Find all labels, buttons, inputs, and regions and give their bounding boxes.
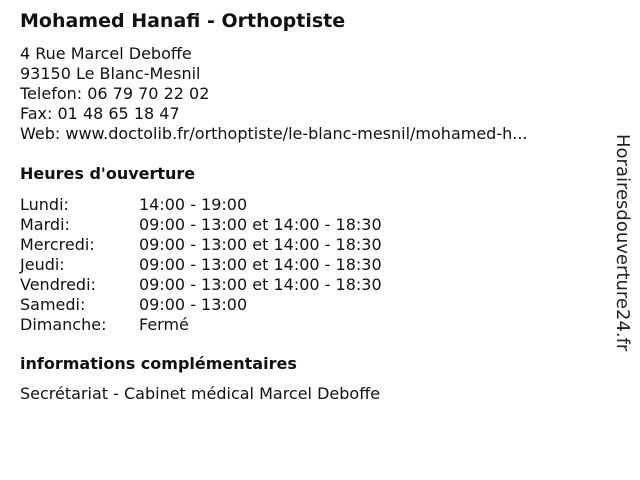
hours-row-jeudi <box>20 255 382 275</box>
day-label: Mardi: <box>20 215 70 234</box>
hours-row-mardi <box>20 215 382 235</box>
day-label: Vendredi: <box>20 275 96 294</box>
website-link[interactable]: Web: www.doctolib.fr/orthoptiste/le-blanc-mesnil/mohamed-h... <box>20 124 528 143</box>
city-address: 93150 Le Blanc-Mesnil <box>20 64 201 83</box>
hours-row-samedi <box>20 295 382 315</box>
day-hours: 09:00 - 13:00 et 14:00 - 18:30 <box>139 235 382 254</box>
day-hours: 09:00 - 13:00 et 14:00 - 18:30 <box>139 275 382 294</box>
hours-row-vendredi <box>20 275 382 295</box>
hours-row-dimanche <box>20 315 382 335</box>
day-hours: Fermé <box>139 315 189 334</box>
info-text: Secrétariat - Cabinet médical Marcel Deboffe <box>20 384 381 403</box>
day-hours: 14:00 - 19:00 <box>139 195 248 214</box>
day-hours: 09:00 - 13:00 et 14:00 - 18:30 <box>139 215 382 234</box>
day-hours: 09:00 - 13:00 et 14:00 - 18:30 <box>139 255 382 274</box>
day-label: Samedi: <box>20 295 86 314</box>
street-address: 4 Rue Marcel Deboffe <box>20 44 192 63</box>
page-title: Mohamed Hanafi - Orthoptiste <box>20 10 346 32</box>
day-hours: 09:00 - 13:00 <box>139 295 248 314</box>
contact-block <box>20 44 528 144</box>
fax-number: Fax: 01 48 65 18 47 <box>20 104 180 123</box>
day-label: Lundi: <box>20 195 69 214</box>
brand-watermark: Horairesdouverture24.fr <box>612 134 633 352</box>
info-heading: informations complémentaires <box>20 354 297 373</box>
hours-table <box>20 195 382 335</box>
day-label: Dimanche: <box>20 315 107 334</box>
hours-heading: Heures d'ouverture <box>20 164 196 183</box>
day-label: Jeudi: <box>20 255 65 274</box>
hours-row-lundi <box>20 195 382 215</box>
hours-row-mercredi <box>20 235 382 255</box>
phone-number: Telefon: 06 79 70 22 02 <box>20 84 210 103</box>
day-label: Mercredi: <box>20 235 95 254</box>
